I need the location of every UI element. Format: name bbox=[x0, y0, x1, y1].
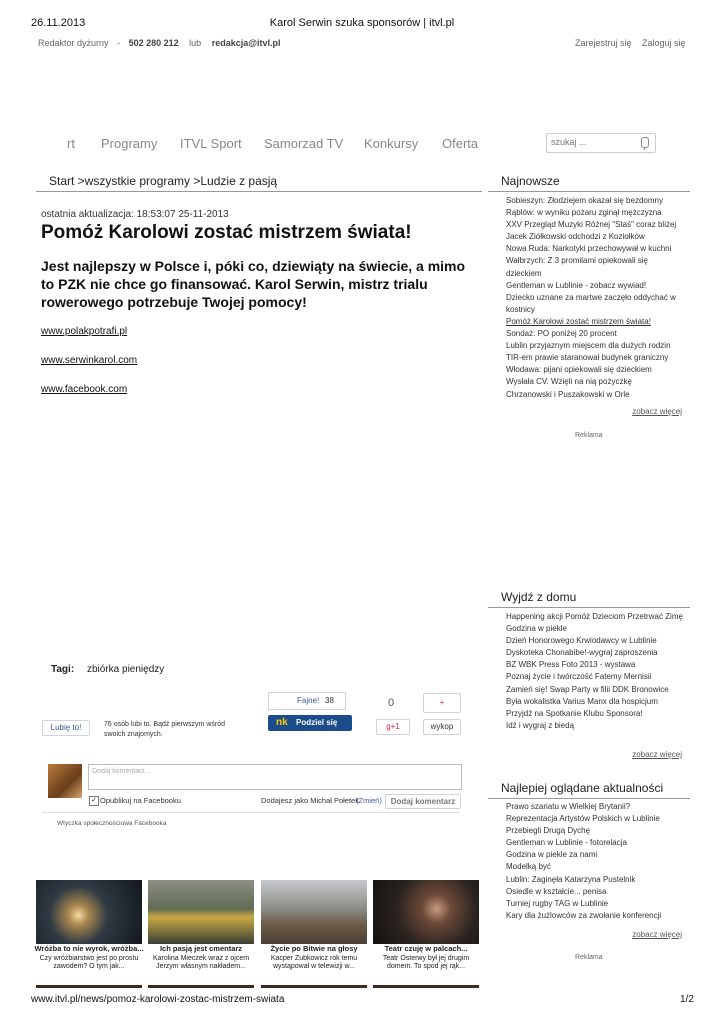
thumb-image[interactable] bbox=[36, 880, 142, 944]
page-number: 1/2 bbox=[680, 994, 694, 1005]
list-item[interactable]: Gentleman w Lublinie - zobacz wywiad! bbox=[506, 280, 647, 290]
fajne-count: 38 bbox=[325, 696, 334, 705]
list-item[interactable]: TIR-em prawie staranował budynek graniczny bbox=[506, 353, 669, 363]
plus-button[interactable]: + bbox=[423, 693, 461, 713]
go-out-more-link[interactable]: zobacz więcej bbox=[632, 750, 682, 759]
thumb-title: Teatr czuję w palcach... bbox=[384, 944, 468, 953]
change-user-link[interactable]: (Zmień) bbox=[356, 796, 382, 805]
tag-link[interactable]: zbiórka pieniędzy bbox=[87, 664, 165, 675]
login-link[interactable]: Zaloguj się bbox=[642, 38, 686, 48]
article-title: Pomóż Karolowi zostać mistrzem świata! bbox=[41, 222, 412, 243]
comment-input[interactable] bbox=[88, 764, 462, 790]
publish-facebook-label: Opublikuj na Facebooku bbox=[100, 796, 181, 805]
thumb-image[interactable] bbox=[373, 880, 479, 944]
comment-placeholder: Dodaj komentarz... bbox=[92, 768, 151, 775]
nav-item-sport-partial[interactable]: rt bbox=[67, 136, 75, 151]
list-item[interactable]: Sobieszyn: Złodziejem okazał się bezdomny bbox=[506, 196, 663, 205]
list-item[interactable]: BZ WBK Press Foto 2013 - wystawa bbox=[506, 660, 636, 670]
separator: - bbox=[117, 38, 121, 48]
list-item[interactable]: Rąblów: w wyniku pożaru zginął mężczyzna bbox=[506, 208, 662, 218]
list-item[interactable]: Modelką być bbox=[506, 862, 551, 872]
nav-item-oferta[interactable]: Oferta bbox=[442, 136, 479, 151]
list-item[interactable]: Idź i wygraj z biedą bbox=[506, 720, 575, 730]
share-count: 0 bbox=[388, 697, 395, 709]
comments-divider bbox=[42, 812, 460, 813]
go-out-divider bbox=[488, 607, 690, 608]
list-item[interactable]: Lublin przyjaznym miejscem dla dużych rodzin bbox=[506, 341, 671, 351]
thumb-caption[interactable] bbox=[34, 945, 144, 972]
go-out-list bbox=[506, 611, 684, 732]
list-item[interactable]: Turniej rugby TAG w Lublinie bbox=[506, 898, 609, 908]
thumb-image[interactable] bbox=[148, 880, 254, 944]
list-item[interactable]: Nowa Ruda: Narkotyki przechowywał w kuchni bbox=[506, 244, 672, 254]
popular-title: Najlepiej oglądane aktualności bbox=[501, 781, 664, 795]
list-item[interactable]: Lublin: Zaginęła Katarzyna Pustelnik bbox=[506, 874, 636, 884]
microphone-icon[interactable] bbox=[641, 137, 649, 148]
thumb-strip-edge bbox=[148, 985, 254, 988]
publish-facebook-checkbox[interactable]: ✓ bbox=[89, 796, 99, 806]
adding-as-text: Dodajesz jako Michał Połetek bbox=[261, 796, 359, 805]
nk-share-label: Podziel się bbox=[296, 718, 338, 727]
list-item[interactable]: XXV Przegląd Muzyki Różnej "Staś" coraz bliżej bbox=[506, 220, 677, 230]
page-url: www.itvl.pl/news/pomoz-karolowi-zostac-mistrzem-swiata bbox=[31, 994, 285, 1005]
list-item[interactable]: Kary dla żużlowców za zwołanie konferencji bbox=[506, 910, 662, 920]
print-title: Karol Serwin szuka sponsorów | itvl.pl bbox=[269, 17, 455, 29]
link-facebook[interactable]: www.facebook.com bbox=[41, 384, 128, 395]
editor-phone: 502 280 212 bbox=[128, 38, 179, 48]
popular-divider bbox=[488, 798, 690, 799]
nav-item-konkursy[interactable]: Konkursy bbox=[364, 136, 419, 151]
go-out-title: Wyjdź z domu bbox=[501, 590, 577, 604]
nav-item-samorzad-tv[interactable]: Samorzad TV bbox=[264, 136, 344, 151]
tags-label: Tagi: bbox=[51, 664, 75, 675]
list-item[interactable]: Dziecko uznane za martwe zaczęło oddychać w kostnicy bbox=[506, 292, 676, 314]
breadcrumb[interactable]: Start >wszystkie programy >Ludzie z pasją bbox=[49, 174, 278, 188]
google-plus-button[interactable]: g+1 bbox=[376, 719, 410, 735]
list-item[interactable]: Przyjdź na Spotkanie Klubu Sponsora! bbox=[506, 708, 643, 718]
editor-contact bbox=[38, 38, 281, 48]
nk-share-button[interactable] bbox=[268, 715, 352, 731]
thumb-strip-edge bbox=[373, 985, 479, 988]
newest-more-link[interactable]: zobacz więcej bbox=[632, 407, 682, 416]
facebook-plugin-label[interactable]: Wtyczka społecznościowa Facebooka bbox=[57, 820, 167, 827]
list-item[interactable]: Przebiegli Drugą Dychę bbox=[506, 826, 591, 836]
nav-item-programy[interactable]: Programy bbox=[101, 136, 158, 151]
thumb-image[interactable] bbox=[261, 880, 367, 944]
editor-label: Redaktor dyżurny bbox=[38, 38, 109, 48]
list-item-current[interactable]: Pomóż Karolowi zostać mistrzem świata! bbox=[506, 316, 651, 326]
wykop-button[interactable]: wykop bbox=[423, 719, 461, 735]
register-link[interactable]: Zarejestruj się bbox=[575, 38, 632, 48]
newest-title: Najnowsze bbox=[501, 174, 560, 188]
thumb-desc: Karolina Mieczek wraz z ojcem Jerzym własnym nakładem... bbox=[152, 954, 250, 970]
like-button[interactable]: Lubię to! bbox=[42, 720, 90, 736]
list-item[interactable]: Godzina w piekle bbox=[506, 624, 567, 634]
nk-icon: nk bbox=[276, 717, 288, 728]
ad-label: Reklama bbox=[575, 954, 603, 961]
list-item[interactable]: Dzień Honorowego Krwiodawcy w Lublinie bbox=[506, 636, 657, 646]
list-item[interactable]: Zamień się! Swap Party w filii DDK Bronowice bbox=[506, 684, 669, 694]
list-item[interactable]: Dyskoteka Chonabibe!-wygraj zaproszenia bbox=[506, 648, 658, 658]
link-polakpotrafi[interactable]: www.polakpotrafi.pl bbox=[41, 326, 128, 337]
thumb-desc: Czy wróżbiarstwo jest po prostu zawodem? O tym jak... bbox=[39, 954, 139, 970]
list-item[interactable]: Happening akcji Pomóż Dzieciom Przetrwać Zimę bbox=[506, 612, 683, 621]
likes-summary: 76 osób lubi to. Bądź pierwszym wśród swoich znajomych. bbox=[104, 721, 225, 738]
print-date: 26.11.2013 bbox=[31, 17, 86, 29]
link-serwinkarol[interactable]: www.serwinkarol.com bbox=[41, 355, 138, 366]
fajne-label: Fajne! bbox=[297, 696, 320, 705]
search-input[interactable] bbox=[546, 133, 656, 153]
list-item[interactable]: Osiedle w kształcie... penisa bbox=[506, 886, 607, 896]
article-lead: Jest najlepszy w Polsce i, póki co, dziewiąty na świecie, a mimo to PZK nie chce go finansować. Karol Serwin, mistrz trialu rowerowego potrzebuje Twojej pomocy! bbox=[41, 258, 466, 310]
newest-divider bbox=[488, 191, 690, 192]
breadcrumb-divider bbox=[36, 191, 482, 192]
thumb-strip-edge bbox=[261, 985, 367, 988]
list-item[interactable]: Godzina w piekle za nami bbox=[506, 850, 598, 860]
list-item[interactable]: Sondaż: PO poniżej 20 procent bbox=[506, 329, 617, 339]
thumb-caption[interactable] bbox=[259, 945, 369, 972]
ad-label: Reklama bbox=[575, 432, 603, 439]
editor-email-link[interactable]: redakcja@itvl.pl bbox=[211, 38, 281, 48]
search-placeholder: szukaj ... bbox=[551, 137, 587, 147]
submit-comment-button[interactable]: Dodaj komentarz bbox=[385, 794, 461, 809]
thumb-title: Ich pasją jest cmentarz bbox=[159, 944, 243, 953]
thumb-desc: Kacper Zubkowicz rok temu wystąpował w telewizji w... bbox=[270, 954, 358, 970]
nav-item-itvl-sport[interactable]: ITVL Sport bbox=[180, 136, 242, 151]
last-updated: ostatnia aktualizacja: 18:53:07 25-11-2013 bbox=[41, 209, 229, 220]
user-avatar bbox=[48, 764, 82, 798]
thumb-strip-edge bbox=[36, 985, 142, 988]
popular-more-link[interactable]: zobacz więcej bbox=[632, 930, 682, 939]
list-item[interactable]: Gentleman w Lublinie - fotorelacja bbox=[506, 838, 627, 848]
list-item[interactable]: Wałbrzych: Z 3 promilami opiekowali się dzieckiem bbox=[506, 256, 648, 278]
list-item[interactable]: Poznaj życie i twórczość Fatemy Mernisii bbox=[506, 672, 652, 682]
thumb-desc: Teatr Osterwy był jej drugim domem. To spod jej rąk... bbox=[382, 954, 470, 970]
or-label: lub bbox=[189, 38, 202, 48]
popular-list bbox=[506, 801, 684, 922]
list-item[interactable]: Jacek Ziółkowski odchodzi z Koziołków bbox=[506, 232, 645, 242]
list-item[interactable]: Chrzanowski i Puszakowski w Orle bbox=[506, 389, 630, 399]
list-item[interactable]: Wysłała CV. Wzięli na nią pożyczkę bbox=[506, 377, 632, 387]
thumb-caption[interactable] bbox=[146, 945, 256, 972]
list-item[interactable]: Prawo szariatu w Wielkiej Brytanii? bbox=[506, 802, 631, 811]
list-item[interactable]: Reprezentacja Artystów Polskich w Lublinie bbox=[506, 814, 660, 824]
list-item[interactable]: Włodawa: pijani opiekowali się dzieckiem bbox=[506, 365, 652, 375]
thumb-caption[interactable] bbox=[371, 945, 481, 972]
thumb-title: Życie po Bitwie na głosy bbox=[270, 944, 358, 953]
thumb-title: Wróżba to nie wyrok, wróżba... bbox=[34, 944, 144, 953]
newest-list bbox=[506, 195, 684, 401]
fajne-widget[interactable] bbox=[268, 692, 346, 710]
list-item[interactable]: Była wokalistka Varius Manx dla hospicjum bbox=[506, 696, 658, 706]
